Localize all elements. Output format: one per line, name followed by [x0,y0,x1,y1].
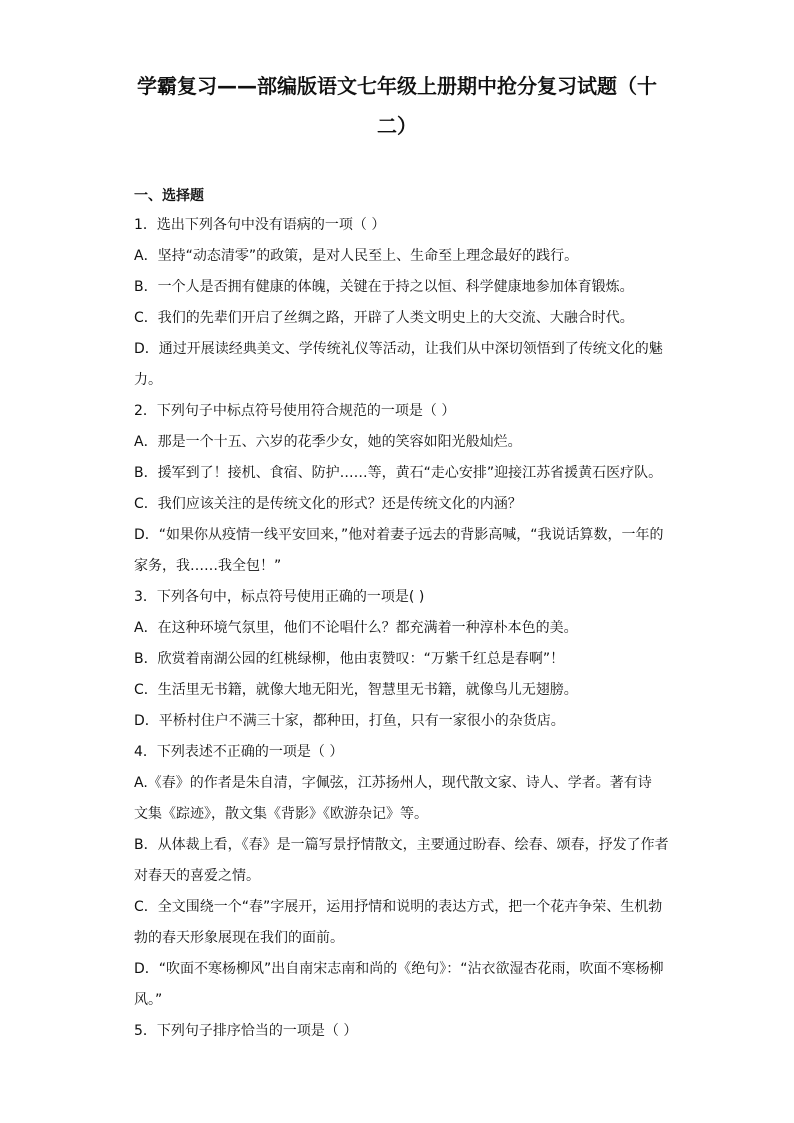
question-2-stem: 2．下列句子中标点符号使用符合规范的一项是（ ） [134,403,456,419]
question-2-option-c: C．我们应该关注的是传统文化的形式？还是传统文化的内涵？ [134,496,522,512]
question-4-stem: 4．下列表述不正确的一项是（ ） [134,744,344,760]
question-2-option-a: A．那是一个十五、六岁的花季少女，她的笑容如阳光般灿烂。 [134,434,522,450]
question-3-option-a: A．在这种环境气氛里，他们不论唱什么？都充满着一种淳朴本色的美。 [134,620,578,636]
section-heading: 一、选择题 [134,188,204,204]
question-1-option-a: A．坚持“动态清零”的政策，是对人民至上、生命至上理念最好的践行。 [134,248,579,264]
question-2-option-d: D．“如果你从疫情一线平安回来，”他对着妻子远去的背影高喊，“我说话算数，一年的 [134,527,664,543]
question-1-option-b: B．一个人是否拥有健康的体魄，关键在于持之以恒、科学健康地参加体育锻炼。 [134,279,634,295]
question-1-stem: 1．选出下列各句中没有语病的一项（ ） [134,217,386,233]
question-4-option-d: D．“吹面不寒杨柳风”出自南宋志南和尚的《绝句》：“沾衣欲湿杏花雨，吹面不寒杨柳 [134,961,664,977]
question-3-stem: 3．下列各句中，标点符号使用正确的一项是( ) [134,589,425,605]
question-3-option-c: C．生活里无书籍，就像大地无阳光，智慧里无书籍，就像鸟儿无翅膀。 [134,682,578,698]
question-2-option-d-cont: 家务，我……我全包！” [134,558,282,574]
question-1-option-c: C．我们的先辈们开启了丝绸之路，开辟了人类文明史上的大交流、大融合时代。 [134,310,634,326]
question-5-stem: 5．下列句子排序恰当的一项是（ ） [134,1023,358,1039]
question-4-option-c: C．全文围绕一个“春”字展开，运用抒情和说明的表达方式，把一个花卉争荣、生机勃 [134,899,663,915]
question-3-option-b: B．欣赏着南湖公园的红桃绿柳，他由衷赞叹：“万紫千红总是春啊”！ [134,651,565,667]
question-4-option-a-cont: 文集《踪迹》，散文集《背影》《欧游杂记》等。 [134,806,428,822]
question-1-option-d: D．通过开展读经典美文、学传统礼仪等活动，让我们从中深切领悟到了传统文化的魅 [134,341,663,357]
question-4-option-b-cont: 对春天的喜爱之情。 [134,868,260,884]
question-1-option-d-cont: 力。 [134,372,162,388]
document-title-line-1: 学霸复习——部编版语文七年级上册期中抢分复习试题（十 [137,74,657,98]
question-4-option-d-cont: 风。” [134,992,163,1008]
question-3-option-d: D．平桥村住户不满三十家，都种田，打鱼，只有一家很小的杂货店。 [134,713,565,729]
question-4-option-a: A.《春》的作者是朱自清，字佩弦，江苏扬州人，现代散文家、诗人、学者。著有诗 [134,775,652,791]
question-4-option-b: B．从体裁上看，《春》是一篇写景抒情散文，主要通过盼春、绘春、颂春，抒发了作者 [134,837,669,853]
question-4-option-c-cont: 勃的春天形象展现在我们的面前。 [134,930,344,946]
question-2-option-b: B．援军到了！接机、食宿、防护……等，黄石“走心安排”迎接江苏省援黄石医疗队。 [134,465,663,481]
document-title-line-2: 二） [377,114,417,138]
